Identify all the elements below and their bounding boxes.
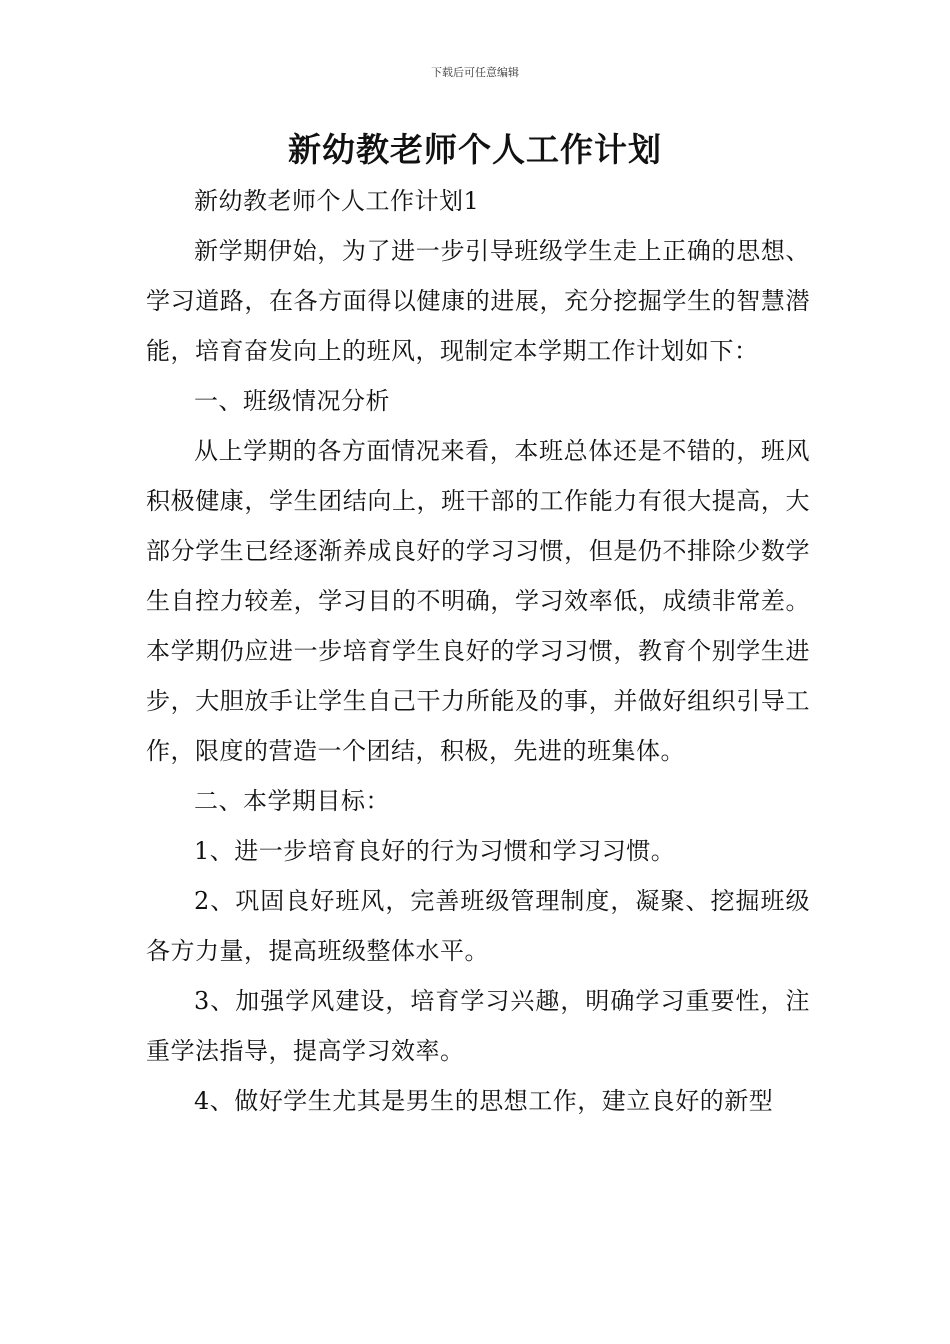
document-title: 新幼教老师个人工作计划 bbox=[288, 130, 662, 169]
intro-paragraph: 新学期伊始，为了进一步引导班级学生走上正确的思想、学习道路，在各方面得以健康的进展，充分挖掘学生的智慧潜能，培育奋发向上的班风，现制定本学期工作计划如下： bbox=[146, 237, 810, 365]
page-header-note: 下载后可任意编辑 bbox=[431, 66, 519, 79]
document-body bbox=[146, 176, 810, 1126]
section-heading-goals: 二、本学期目标： bbox=[194, 787, 390, 815]
class-analysis-paragraph: 从上学期的各方面情况来看，本班总体还是不错的，班风积极健康，学生团结向上，班干部的工作能力有很大提高，大部分学生已经逐渐养成良好的学习习惯，但是仍不排除少数学生自控力较差，学习目的不明确，学习效率低，成绩非常差。本学期仍应进一步培育学生良好的学习习惯，教育个别学生进步，大胆放手让学生自己干力所能及的事，并做好组织引导工作，限度的营造一个团结，积极，先进的班集体。 bbox=[146, 437, 810, 765]
goal-item-1: 1、进一步培育良好的行为习惯和学习习惯。 bbox=[194, 837, 676, 865]
section-heading-class-analysis: 一、班级情况分析 bbox=[194, 387, 390, 415]
goal-item-2: 2、巩固良好班风，完善班级管理制度，凝聚、挖掘班级各方力量，提高班级整体水平。 bbox=[146, 887, 810, 965]
subtitle-paragraph: 新幼教老师个人工作计划1 bbox=[194, 187, 480, 215]
goal-item-3: 3、加强学风建设，培育学习兴趣，明确学习重要性，注重学法指导，提高学习效率。 bbox=[146, 987, 810, 1065]
goal-item-4: 4、做好学生尤其是男生的思想工作，建立良好的新型 bbox=[194, 1087, 774, 1115]
